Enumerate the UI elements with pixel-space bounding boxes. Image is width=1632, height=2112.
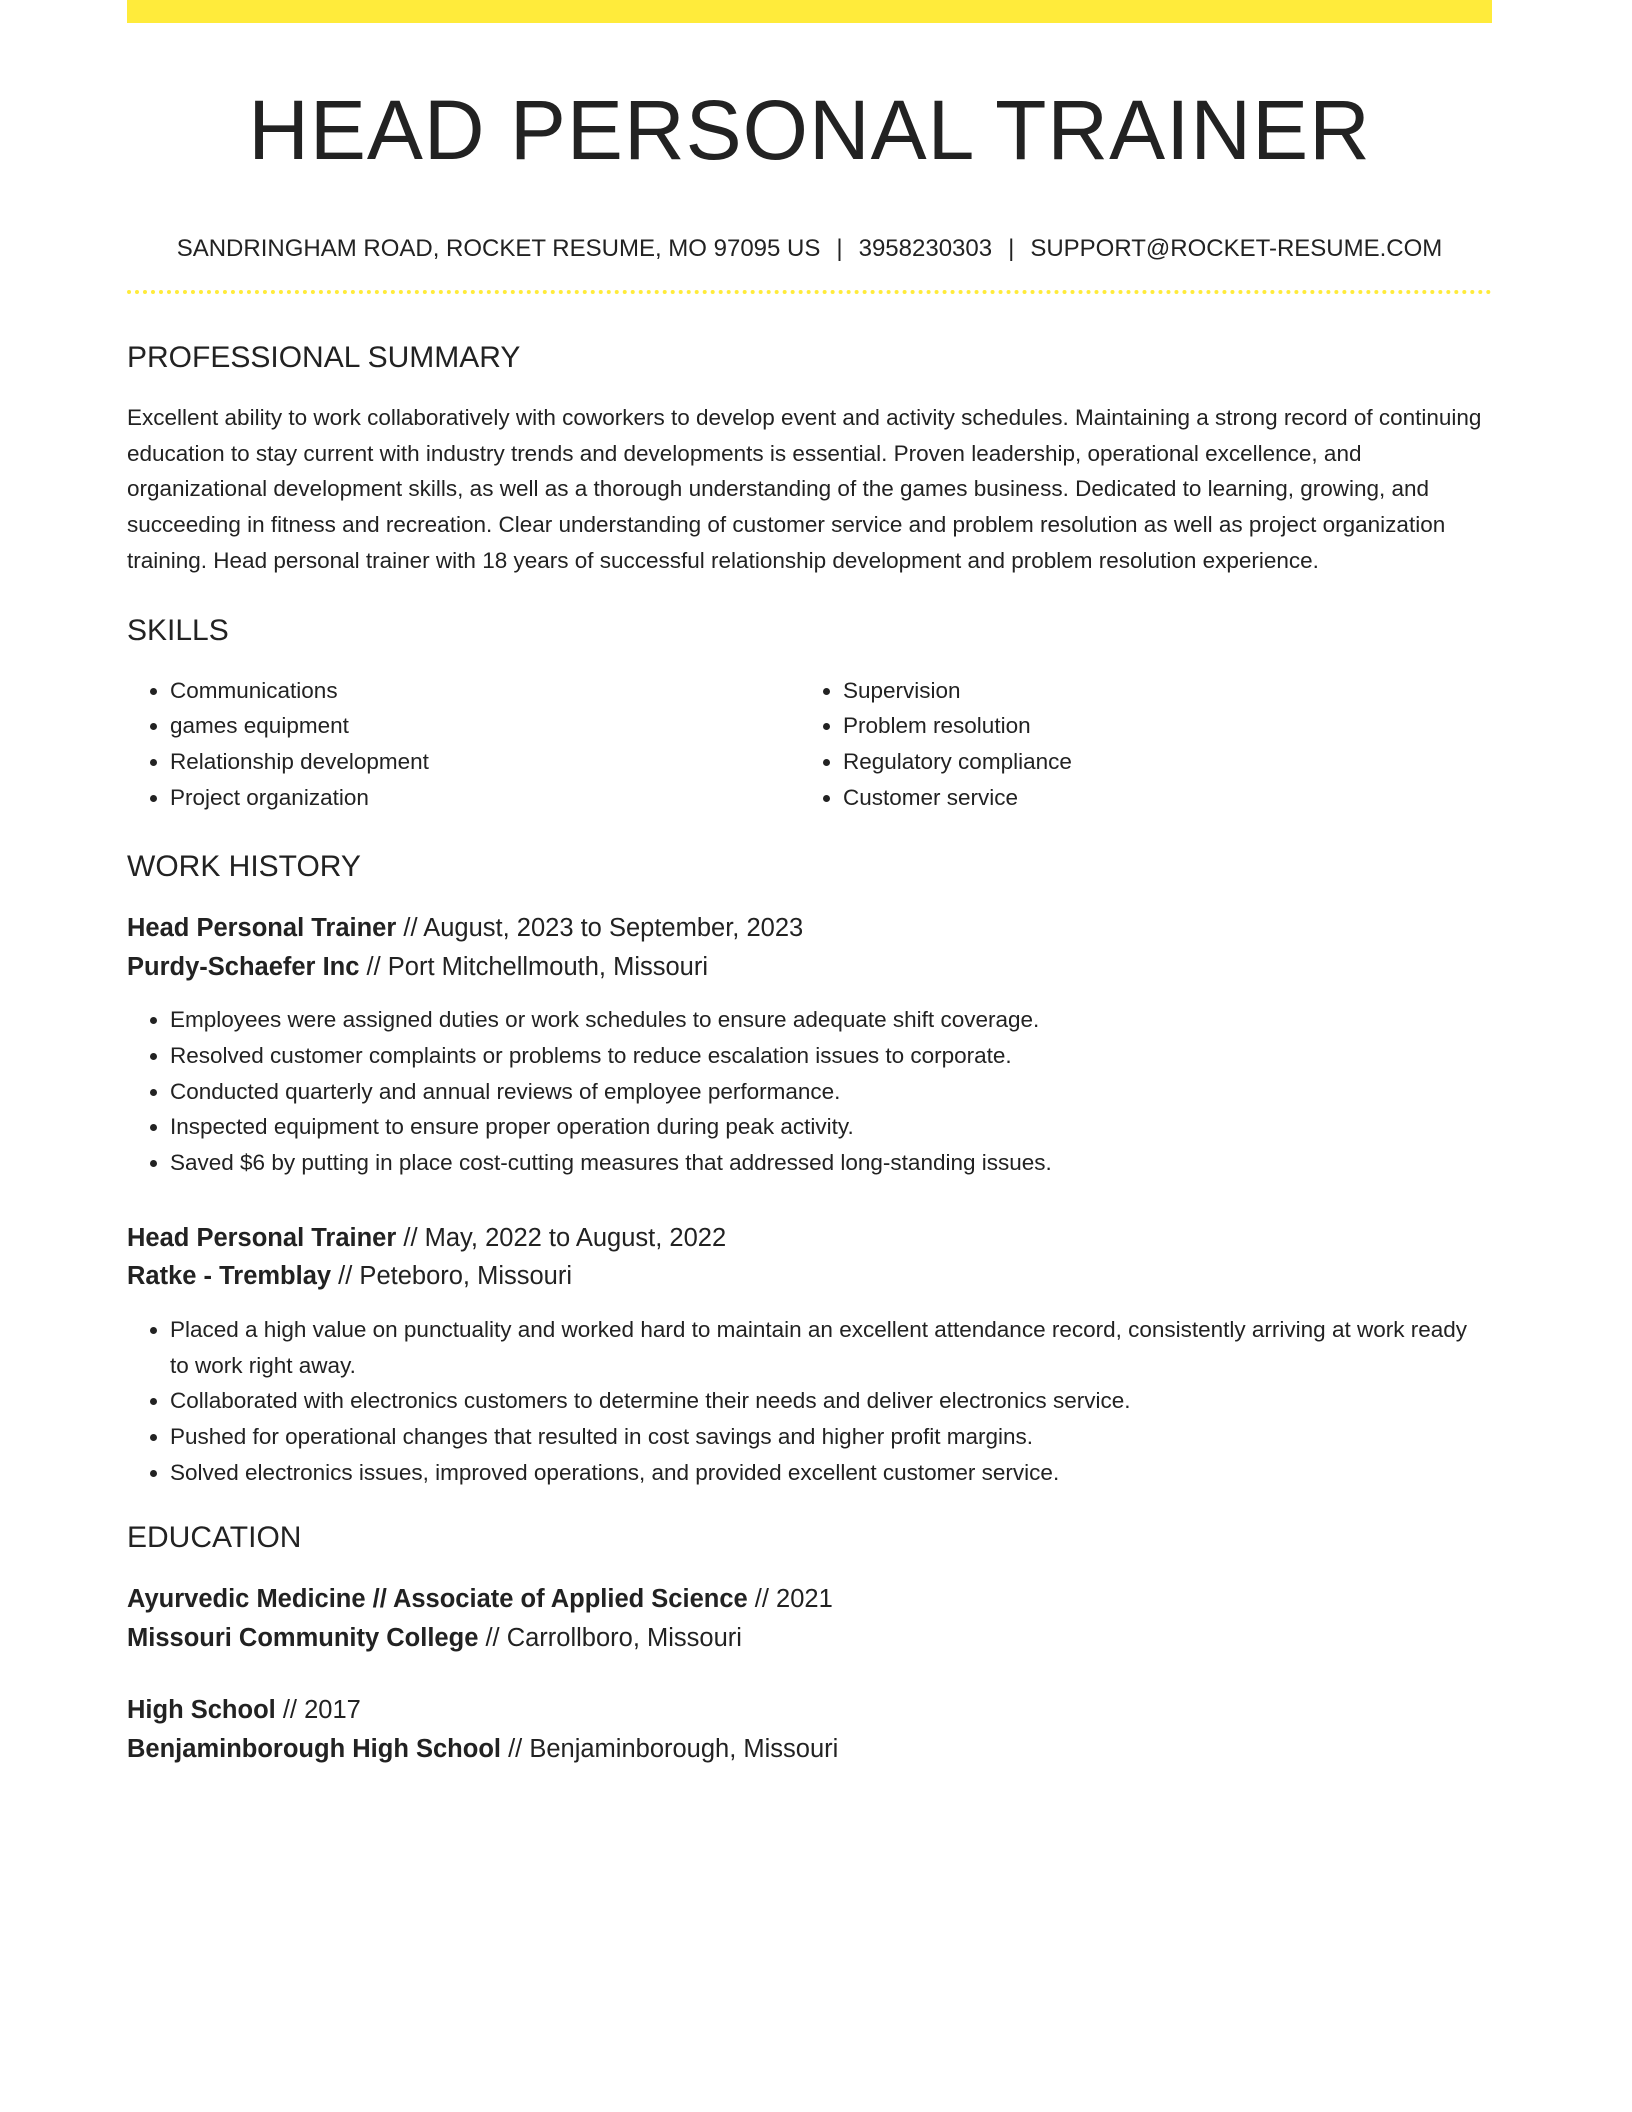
contact-separator: |: [1008, 235, 1015, 262]
job-dates: // August, 2023 to September, 2023: [396, 914, 804, 943]
job-bullet: • Conducted quarterly and annual reviews of employee performance.: [170, 1074, 1492, 1110]
education-degree: Ayurvedic Medicine // Associate of Applied Science: [127, 1585, 748, 1614]
contact-line: [127, 234, 1492, 264]
job-role: Head Personal Trainer: [127, 914, 397, 943]
job-location: // Peteboro, Missouri: [331, 1262, 573, 1291]
education-school-line: [127, 1619, 1492, 1658]
job-bullet: • Employees were assigned duties or work schedules to ensure adequate shift coverage.: [170, 1002, 1492, 1038]
education-entry: [127, 1580, 1492, 1657]
work-history-heading: WORK HISTORY: [127, 850, 361, 884]
education-degree: High School: [127, 1696, 276, 1725]
job-role-line: [127, 1219, 1492, 1258]
skills-column-right: [800, 673, 1473, 816]
education-location: // Carrollboro, Missouri: [478, 1623, 742, 1652]
job-bullet: • Collaborated with electronics customers to determine their needs and deliver electronics service.: [170, 1383, 1492, 1419]
job-dates: // May, 2022 to August, 2022: [396, 1223, 727, 1252]
job-company-line: [127, 1257, 1492, 1296]
education-year: // 2017: [275, 1696, 361, 1725]
skill-item: • Problem resolution: [843, 708, 1473, 744]
contact-email: SUPPORT@ROCKET-RESUME.COM: [1030, 235, 1443, 262]
summary-heading: PROFESSIONAL SUMMARY: [127, 341, 521, 374]
education-heading: EDUCATION: [127, 1521, 302, 1555]
education-location: // Benjaminborough, Missouri: [500, 1734, 839, 1763]
skills-heading: SKILLS: [127, 613, 229, 647]
education-school: Benjaminborough High School: [127, 1734, 501, 1763]
skill-item: • Supervision: [843, 673, 1473, 709]
skill-item: • Communications: [170, 673, 800, 709]
job-company: Ratke - Tremblay: [127, 1262, 332, 1291]
skill-item: • Project organization: [170, 780, 800, 816]
education-degree-line: [127, 1580, 1492, 1619]
job-company-line: [127, 948, 1492, 987]
job-bullet: • Pushed for operational changes that resulted in cost savings and higher profit margins.: [170, 1419, 1492, 1455]
job-entry: [127, 1219, 1492, 1491]
job-bullets: [127, 1312, 1492, 1491]
resume-content: [127, 0, 1492, 1768]
summary-text: Excellent ability to work collaboratively with coworkers to develop event and activity schedules. Maintaining a strong record of continuing education to stay current with industry trends and developments is essential. Proven leadership, operational excellence, and organizational development skills, as well as a thorough understanding of the games business. Dedicated to learning, growing, and succeeding in fitness and recreation. Clear understanding of customer service and problem resolution as well as project organization training. Head personal trainer with 18 years of successful relationship development and problem resolution experience.: [127, 405, 1482, 573]
skills-column-left: [127, 673, 800, 816]
job-bullets: [127, 1002, 1492, 1181]
job-role: Head Personal Trainer: [127, 1223, 397, 1252]
job-entry: [127, 909, 1492, 1181]
education-year: // 2021: [747, 1585, 833, 1614]
job-bullet: • Placed a high value on punctuality and worked hard to maintain an excellent attendance record, consistently arriving at work ready to work right away.: [170, 1312, 1492, 1383]
job-company: Purdy-Schaefer Inc: [127, 952, 360, 981]
skills-grid: [127, 673, 1492, 816]
dotted-divider: [127, 290, 1492, 294]
skill-item: • Regulatory compliance: [843, 744, 1473, 780]
job-bullet: • Resolved customer complaints or problems to reduce escalation issues to corporate.: [170, 1038, 1492, 1074]
skill-item: • Customer service: [843, 780, 1473, 816]
contact-separator: |: [836, 235, 843, 262]
education-school: Missouri Community College: [127, 1623, 479, 1652]
education-degree-line: [127, 1691, 1492, 1730]
contact-address: SANDRINGHAM ROAD, ROCKET RESUME, MO 97095 US: [176, 235, 821, 262]
job-location: // Port Mitchellmouth, Missouri: [359, 952, 709, 981]
education-entry: [127, 1691, 1492, 1768]
skill-item: • games equipment: [170, 708, 800, 744]
job-role-line: [127, 909, 1492, 948]
skill-item: • Relationship development: [170, 744, 800, 780]
job-bullet: • Saved $6 by putting in place cost-cutting measures that addressed long-standing issues.: [170, 1145, 1492, 1181]
education-school-line: [127, 1730, 1492, 1769]
job-bullet: • Solved electronics issues, improved operations, and provided excellent customer service.: [170, 1455, 1492, 1491]
contact-phone: 3958230303: [858, 235, 993, 262]
job-bullet: • Inspected equipment to ensure proper operation during peak activity.: [170, 1109, 1492, 1145]
resume-title: HEAD PERSONAL TRAINER: [248, 83, 1371, 177]
